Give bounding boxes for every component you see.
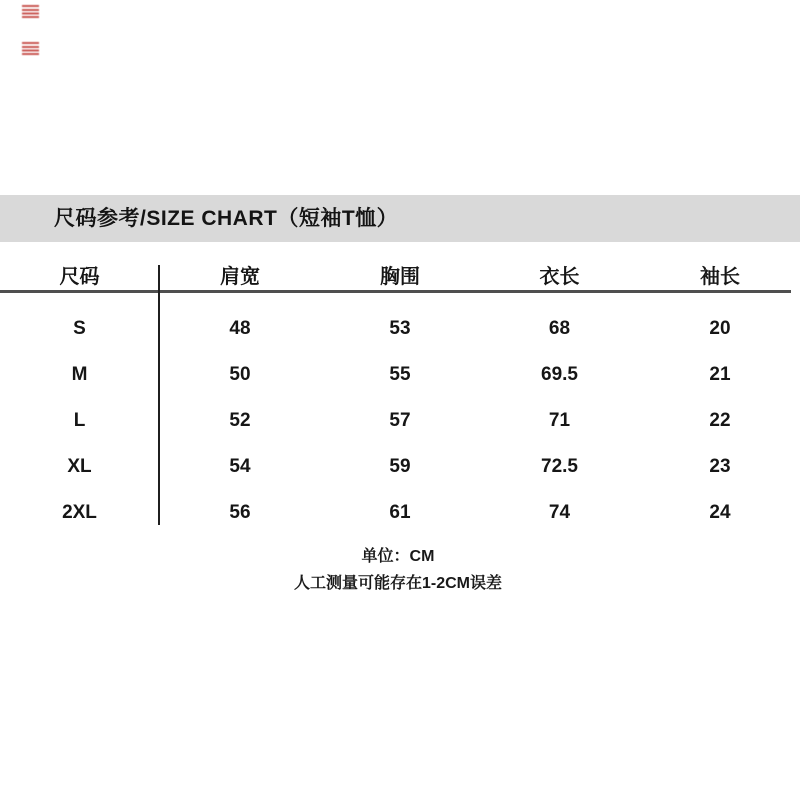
sleeve-value: 20 bbox=[709, 317, 731, 339]
sleeve-value: 21 bbox=[709, 363, 731, 385]
size-label: M bbox=[71, 363, 88, 385]
shoulder-value: 52 bbox=[229, 409, 251, 431]
tolerance-note: 人工测量可能存在1-2CM误差 bbox=[293, 575, 502, 592]
table-row bbox=[0, 351, 800, 397]
length-value: 71 bbox=[548, 409, 571, 431]
size-label: XL bbox=[67, 455, 92, 477]
sleeve-value: 23 bbox=[709, 455, 731, 477]
red-mark-bottom bbox=[22, 42, 39, 55]
column-header-size: 尺码 bbox=[59, 266, 100, 288]
column-header-sleeve: 袖长 bbox=[700, 266, 740, 288]
page-title: 尺码参考/SIZE CHART（短袖T恤） bbox=[54, 207, 399, 230]
table-row bbox=[0, 443, 800, 489]
chest-value: 59 bbox=[389, 455, 411, 477]
size-label: S bbox=[73, 317, 86, 339]
chest-value: 57 bbox=[389, 409, 411, 431]
header-divider-line bbox=[0, 290, 791, 293]
shoulder-value: 56 bbox=[229, 501, 251, 523]
length-value: 72.5 bbox=[541, 455, 578, 477]
table-row bbox=[0, 305, 800, 351]
red-mark-top bbox=[22, 5, 39, 18]
sleeve-value: 22 bbox=[709, 409, 731, 431]
sleeve-value: 24 bbox=[709, 501, 731, 523]
table-header-row bbox=[0, 262, 800, 292]
length-value: 69.5 bbox=[541, 363, 578, 385]
table-row bbox=[0, 397, 800, 443]
size-label: 2XL bbox=[62, 501, 97, 523]
unit-note: 单位：CM bbox=[361, 548, 435, 565]
table-body bbox=[0, 305, 800, 535]
shoulder-value: 50 bbox=[229, 363, 251, 385]
shoulder-value: 54 bbox=[229, 455, 251, 477]
table-row bbox=[0, 489, 800, 535]
shoulder-value: 48 bbox=[229, 317, 251, 339]
chest-value: 53 bbox=[389, 317, 411, 339]
column-header-chest: 胸围 bbox=[380, 266, 420, 288]
title-band bbox=[0, 195, 800, 242]
size-label: L bbox=[73, 409, 86, 431]
chest-value: 55 bbox=[389, 363, 411, 385]
length-value: 68 bbox=[548, 317, 571, 339]
column-header-shoulder: 肩宽 bbox=[220, 266, 260, 288]
column-header-length: 衣长 bbox=[539, 266, 580, 288]
chest-value: 61 bbox=[389, 501, 411, 523]
length-value: 74 bbox=[548, 501, 571, 523]
